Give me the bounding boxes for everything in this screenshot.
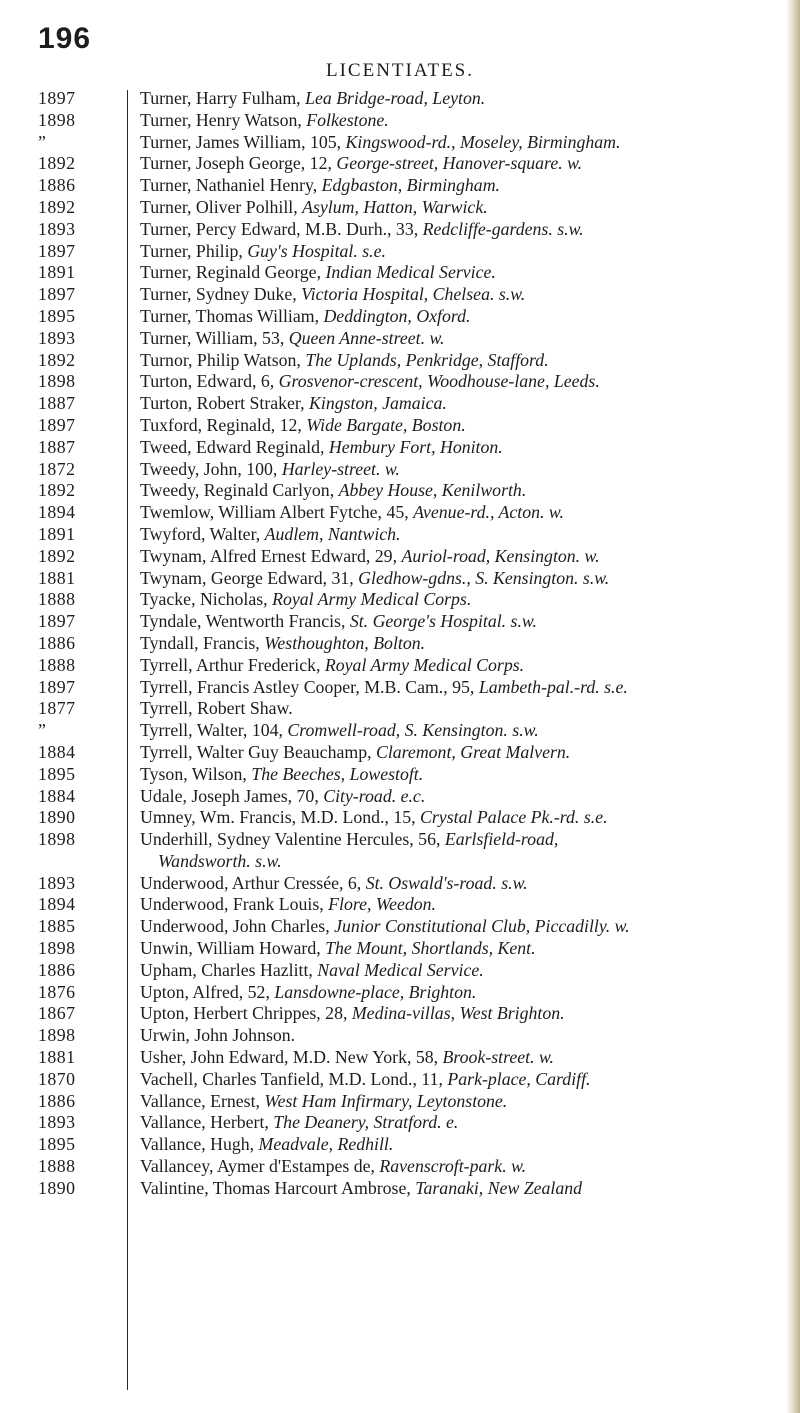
entry-name: Urwin, John Johnson. <box>140 1025 296 1046</box>
entry-address: The Beeches, Lowestoft. <box>251 763 424 784</box>
list-item <box>0 589 800 611</box>
entry-year: 1872 <box>38 458 76 479</box>
entry-address: Brook-street. w. <box>442 1047 554 1068</box>
entry-text <box>140 1003 784 1025</box>
entry-year: 1886 <box>38 959 76 980</box>
entry-address: The Deanery, Stratford. e. <box>273 1112 459 1133</box>
entry-name: Unwin, William Howard, <box>140 938 326 959</box>
entry-text <box>140 786 784 808</box>
list-item <box>0 1156 800 1178</box>
entry-year: 1897 <box>38 414 76 435</box>
entry-address: Wide Bargate, Boston. <box>306 414 466 435</box>
entry-address: George-street, Hanover-square. w. <box>336 153 583 174</box>
entry-text <box>140 1047 784 1069</box>
entry-address: Taranaki, New Zealand <box>415 1177 583 1198</box>
entry-text <box>140 1178 784 1200</box>
entry-address: Harley-street. w. <box>281 458 400 479</box>
entry-name: Udale, Joseph James, 70, <box>140 785 324 806</box>
entry-year: 1884 <box>38 741 76 762</box>
entry-address: Asylum, Hatton, Warwick. <box>302 196 488 217</box>
entry-year: 1890 <box>38 1177 76 1198</box>
entry-year: 1898 <box>38 829 76 850</box>
entry-text <box>140 960 784 982</box>
list-item <box>0 611 800 633</box>
entry-year: 1891 <box>38 262 76 283</box>
entry-year: 1876 <box>38 981 76 1002</box>
entry-text <box>140 546 784 568</box>
entry-year: 1893 <box>38 327 76 348</box>
entry-year: 1886 <box>38 1090 76 1111</box>
entry-name: Tweedy, Reginald Carlyon, <box>140 480 339 501</box>
entry-address: Claremont, Great Malvern. <box>375 741 571 762</box>
entry-text <box>140 284 784 306</box>
list-item <box>0 415 800 437</box>
entry-name: Tyrrell, Robert Shaw. <box>140 698 293 719</box>
entry-address: The Mount, Shortlands, Kent. <box>325 938 536 959</box>
page-number: 196 <box>38 22 92 55</box>
entry-name: Tyndale, Wentworth Francis, <box>140 611 350 632</box>
entry-year: ” <box>38 131 47 152</box>
entry-name: Tweedy, John, 100, <box>140 458 282 479</box>
entry-year: 1887 <box>38 436 76 457</box>
entry-year: 1881 <box>38 567 76 588</box>
entry-year: 1893 <box>38 1112 76 1133</box>
entry-text <box>140 873 784 895</box>
entry-text <box>140 110 784 132</box>
entry-address: The Uplands, Penkridge, Stafford. <box>305 349 549 370</box>
entry-year: 1892 <box>38 480 76 501</box>
entry-name: Tyrrell, Arthur Frederick, <box>140 654 325 675</box>
entry-year: 1888 <box>38 1156 76 1177</box>
entry-name: Tyrrell, Walter, 104, <box>140 720 288 741</box>
list-item <box>0 371 800 393</box>
entry-address: West Ham Infirmary, Leytonstone. <box>264 1090 508 1111</box>
list-item <box>0 175 800 197</box>
list-item <box>0 1178 800 1200</box>
entry-name: Valintine, Thomas Harcourt Ambrose, <box>140 1177 416 1198</box>
entry-year: 1895 <box>38 305 76 326</box>
list-item <box>0 764 800 786</box>
list-item <box>0 328 800 350</box>
list-item <box>0 1047 800 1069</box>
entry-name: Tyacke, Nicholas, <box>140 589 273 610</box>
entry-text <box>140 568 784 590</box>
entry-name: Upham, Charles Hazlitt, <box>140 959 318 980</box>
entry-address: Earlsfield-road, <box>444 829 559 850</box>
entry-year: 1895 <box>38 763 76 784</box>
entry-address: Queen Anne-street. w. <box>288 327 445 348</box>
entry-year: 1890 <box>38 807 76 828</box>
entry-year: 1886 <box>38 175 76 196</box>
entry-text <box>140 1091 784 1113</box>
entry-name: Turnor, Philip Watson, <box>140 349 306 370</box>
entry-address: Auriol-road, Kensington. w. <box>401 545 600 566</box>
entry-text <box>140 459 784 481</box>
entry-year: 1892 <box>38 545 76 566</box>
entry-address: Deddington, Oxford. <box>323 305 471 326</box>
list-item <box>0 982 800 1004</box>
list-item <box>0 894 800 916</box>
entry-address: Guy's Hospital. s.e. <box>247 240 386 261</box>
entry-year: 1891 <box>38 523 76 544</box>
entry-address: Flore, Weedon. <box>328 894 436 915</box>
entry-text <box>140 1025 784 1047</box>
entry-year: 1892 <box>38 153 76 174</box>
entry-address: Wandsworth. s.w. <box>158 850 282 871</box>
entry-year: 1898 <box>38 938 76 959</box>
entry-year: 1898 <box>38 1025 76 1046</box>
entry-year: 1888 <box>38 589 76 610</box>
list-item <box>0 524 800 546</box>
entry-year: 1895 <box>38 1134 76 1155</box>
list-item <box>0 459 800 481</box>
entry-year: 1881 <box>38 1047 76 1068</box>
entry-text <box>140 175 784 197</box>
list-item <box>0 960 800 982</box>
entry-address: Royal Army Medical Corps. <box>272 589 472 610</box>
entry-address: Audlem, Nantwich. <box>264 523 401 544</box>
entry-name: Turner, Joseph George, 12, <box>140 153 337 174</box>
entry-name: Turner, Reginald George, <box>140 262 326 283</box>
entry-year: 1885 <box>38 916 76 937</box>
entry-text <box>140 241 784 263</box>
list-item-continuation <box>0 851 800 873</box>
entry-address: Naval Medical Service. <box>317 959 484 980</box>
entry-address: St. George's Hospital. s.w. <box>349 611 537 632</box>
entry-address: Redcliffe-gardens. s.w. <box>422 218 584 239</box>
entry-text <box>140 153 784 175</box>
entry-year: 1898 <box>38 109 76 130</box>
entry-text <box>140 982 784 1004</box>
entry-text <box>158 851 800 873</box>
entry-text <box>140 415 784 437</box>
entry-year: 1892 <box>38 196 76 217</box>
entry-address: Royal Army Medical Corps. <box>324 654 525 675</box>
list-item <box>0 655 800 677</box>
entry-name: Vachell, Charles Tanfield, M.D. Lond., 11, <box>140 1068 448 1089</box>
entry-text <box>140 589 784 611</box>
entry-year: 1884 <box>38 785 76 806</box>
entry-name: Turner, Sydney Duke, <box>140 284 302 305</box>
entry-name: Tyndall, Francis, <box>140 632 265 653</box>
entry-name: Usher, John Edward, M.D. New York, 58, <box>140 1047 443 1068</box>
entry-text <box>140 524 784 546</box>
entry-year: 1893 <box>38 872 76 893</box>
entry-year: 1888 <box>38 654 76 675</box>
entry-address: Edgbaston, Birmingham. <box>321 175 500 196</box>
entry-address: Junior Constitutional Club, Piccadilly. w. <box>334 916 630 937</box>
entry-year: 1894 <box>38 502 76 523</box>
list-item <box>0 1003 800 1025</box>
list-item <box>0 480 800 502</box>
entry-year: ” <box>38 720 47 741</box>
entry-text <box>140 916 784 938</box>
entry-name: Turner, Thomas William, <box>140 305 324 326</box>
entry-name: Twemlow, William Albert Fytche, 45, <box>140 502 414 523</box>
entry-text <box>140 197 784 219</box>
list-item <box>0 502 800 524</box>
list-item <box>0 742 800 764</box>
entry-text <box>140 132 784 154</box>
list-item <box>0 1025 800 1047</box>
list-item <box>0 132 800 154</box>
entry-address: Crystal Palace Pk.-rd. s.e. <box>420 807 608 828</box>
entry-year: 1867 <box>38 1003 76 1024</box>
list-item <box>0 807 800 829</box>
entry-name: Vallance, Ernest, <box>140 1090 265 1111</box>
entry-year: 1894 <box>38 894 76 915</box>
entry-name: Turner, William, 53, <box>140 327 289 348</box>
entry-address: Ravenscroft-park. w. <box>379 1156 527 1177</box>
entry-name: Upton, Alfred, 52, <box>140 981 275 1002</box>
entry-address: City-road. e.c. <box>323 785 426 806</box>
entry-name: Turton, Robert Straker, <box>140 393 310 414</box>
entry-address: Lambeth-pal.-rd. s.e. <box>478 676 628 697</box>
entry-address: Medina-villas, West Brighton. <box>351 1003 565 1024</box>
entry-year: 1898 <box>38 371 76 392</box>
entry-text <box>140 720 784 742</box>
entry-year: 1877 <box>38 698 76 719</box>
entry-text <box>140 502 784 524</box>
list-item <box>0 262 800 284</box>
entry-name: Underwood, Frank Louis, <box>140 894 329 915</box>
entry-name: Tuxford, Reginald, 12, <box>140 414 307 435</box>
entry-name: Underhill, Sydney Valentine Hercules, 56, <box>140 829 445 850</box>
list-item <box>0 938 800 960</box>
entry-text <box>140 807 784 829</box>
entry-text <box>140 829 784 851</box>
entry-address: St. Oswald's-road. s.w. <box>365 872 528 893</box>
list-item <box>0 1069 800 1091</box>
entry-address: Grosvenor-crescent, Woodhouse-lane, Leeds. <box>278 371 600 392</box>
list-item <box>0 197 800 219</box>
running-head: LICENTIATES. <box>325 60 474 81</box>
entry-year: 1870 <box>38 1068 76 1089</box>
entry-text <box>140 88 784 110</box>
entry-address: Lea Bridge-road, Leyton. <box>305 88 486 108</box>
entry-address: Indian Medical Service. <box>325 262 496 283</box>
list-item <box>0 633 800 655</box>
entry-name: Vallancey, Aymer d'Estampes de, <box>140 1156 380 1177</box>
list-item <box>0 829 800 851</box>
entry-year: 1897 <box>38 676 76 697</box>
entry-name: Tyrrell, Walter Guy Beauchamp, <box>140 741 376 762</box>
entry-name: Turner, Henry Watson, <box>140 109 307 130</box>
entry-name: Turton, Edward, 6, <box>140 371 279 392</box>
entry-name: Underwood, John Charles, <box>140 916 335 937</box>
list-item <box>0 153 800 175</box>
entry-text <box>140 262 784 284</box>
entry-address: Lansdowne-place, Brighton. <box>274 981 477 1002</box>
entry-name: Vallance, Herbert, <box>140 1112 274 1133</box>
entry-text <box>140 371 784 393</box>
entry-name: Umney, Wm. Francis, M.D. Lond., 15, <box>140 807 421 828</box>
entry-name: Tweed, Edward Reginald, <box>140 436 329 457</box>
entry-address: Hembury Fort, Honiton. <box>328 436 503 457</box>
list-item <box>0 568 800 590</box>
entry-name: Turner, Nathaniel Henry, <box>140 175 322 196</box>
entry-name: Underwood, Arthur Cressée, 6, <box>140 872 366 893</box>
entry-address: Gledhow-gdns., S. Kensington. s.w. <box>358 567 610 588</box>
list-item <box>0 306 800 328</box>
entry-text <box>140 1112 784 1134</box>
list-item <box>0 241 800 263</box>
entry-name: Twynam, Alfred Ernest Edward, 29, <box>140 545 402 566</box>
entry-address: Victoria Hospital, Chelsea. s.w. <box>301 284 526 305</box>
entry-text <box>140 742 784 764</box>
entry-text <box>140 437 784 459</box>
page-edge <box>786 0 800 1413</box>
entry-name: Twynam, George Edward, 31, <box>140 567 359 588</box>
entry-text <box>140 698 784 720</box>
entry-year: 1897 <box>38 88 76 108</box>
entry-text <box>140 350 784 372</box>
entry-text <box>140 1134 784 1156</box>
list-item <box>0 873 800 895</box>
entry-text <box>140 611 784 633</box>
entry-year: 1897 <box>38 240 76 261</box>
list-item <box>0 437 800 459</box>
entry-text <box>140 677 784 699</box>
list-item <box>0 88 800 110</box>
entry-address: Avenue-rd., Acton. w. <box>413 502 564 523</box>
list-item <box>0 393 800 415</box>
entry-name: Turner, James William, 105, <box>140 131 346 152</box>
entry-address: Westhoughton, Bolton. <box>264 632 426 653</box>
list-item <box>0 786 800 808</box>
entry-name: Turner, Harry Fulham, <box>140 88 306 108</box>
entry-name: Turner, Oliver Polhill, <box>140 196 303 217</box>
entry-year: 1886 <box>38 632 76 653</box>
entry-address: Cromwell-road, S. Kensington. s.w. <box>287 720 539 741</box>
list-item <box>0 677 800 699</box>
entry-text <box>140 938 784 960</box>
entry-address: Park-place, Cardiff. <box>447 1068 591 1089</box>
entry-text <box>140 1156 784 1178</box>
list-item <box>0 546 800 568</box>
entry-text <box>140 1069 784 1091</box>
entry-year: 1897 <box>38 284 76 305</box>
entry-name: Twyford, Walter, <box>140 523 265 544</box>
list-item <box>0 110 800 132</box>
entry-name: Tyrrell, Francis Astley Cooper, M.B. Cam., 95, <box>140 676 479 697</box>
entry-address: Kingswood-rd., Moseley, Birmingham. <box>345 131 621 152</box>
list-item <box>0 219 800 241</box>
entry-name: Turner, Percy Edward, M.B. Durh., 33, <box>140 218 423 239</box>
entry-address: Kingston, Jamaica. <box>309 393 447 414</box>
entry-year: 1893 <box>38 218 76 239</box>
list-item <box>0 1134 800 1156</box>
entry-text <box>140 633 784 655</box>
entry-name: Vallance, Hugh, <box>140 1134 259 1155</box>
entry-text <box>140 894 784 916</box>
entry-text <box>140 219 784 241</box>
list-item <box>0 1091 800 1113</box>
list-item <box>0 1112 800 1134</box>
entry-text <box>140 393 784 415</box>
list-item <box>0 698 800 720</box>
entry-text <box>140 306 784 328</box>
entry-text <box>140 655 784 677</box>
entry-address: Abbey House, Kenilworth. <box>338 480 527 501</box>
entry-address: Folkestone. <box>306 109 389 130</box>
list-item <box>0 284 800 306</box>
entry-text <box>140 328 784 350</box>
list-item <box>0 916 800 938</box>
list-item <box>0 350 800 372</box>
entry-name: Upton, Herbert Chrippes, 28, <box>140 1003 352 1024</box>
entry-text <box>140 480 784 502</box>
licentiates-list <box>0 88 800 1200</box>
entry-name: Turner, Philip, <box>140 240 248 261</box>
entry-year: 1887 <box>38 393 76 414</box>
entry-address: Meadvale, Redhill. <box>258 1134 394 1155</box>
entry-text <box>140 764 784 786</box>
list-item <box>0 720 800 742</box>
entry-year: 1892 <box>38 349 76 370</box>
entry-year: 1897 <box>38 611 76 632</box>
entry-name: Tyson, Wilson, <box>140 763 252 784</box>
